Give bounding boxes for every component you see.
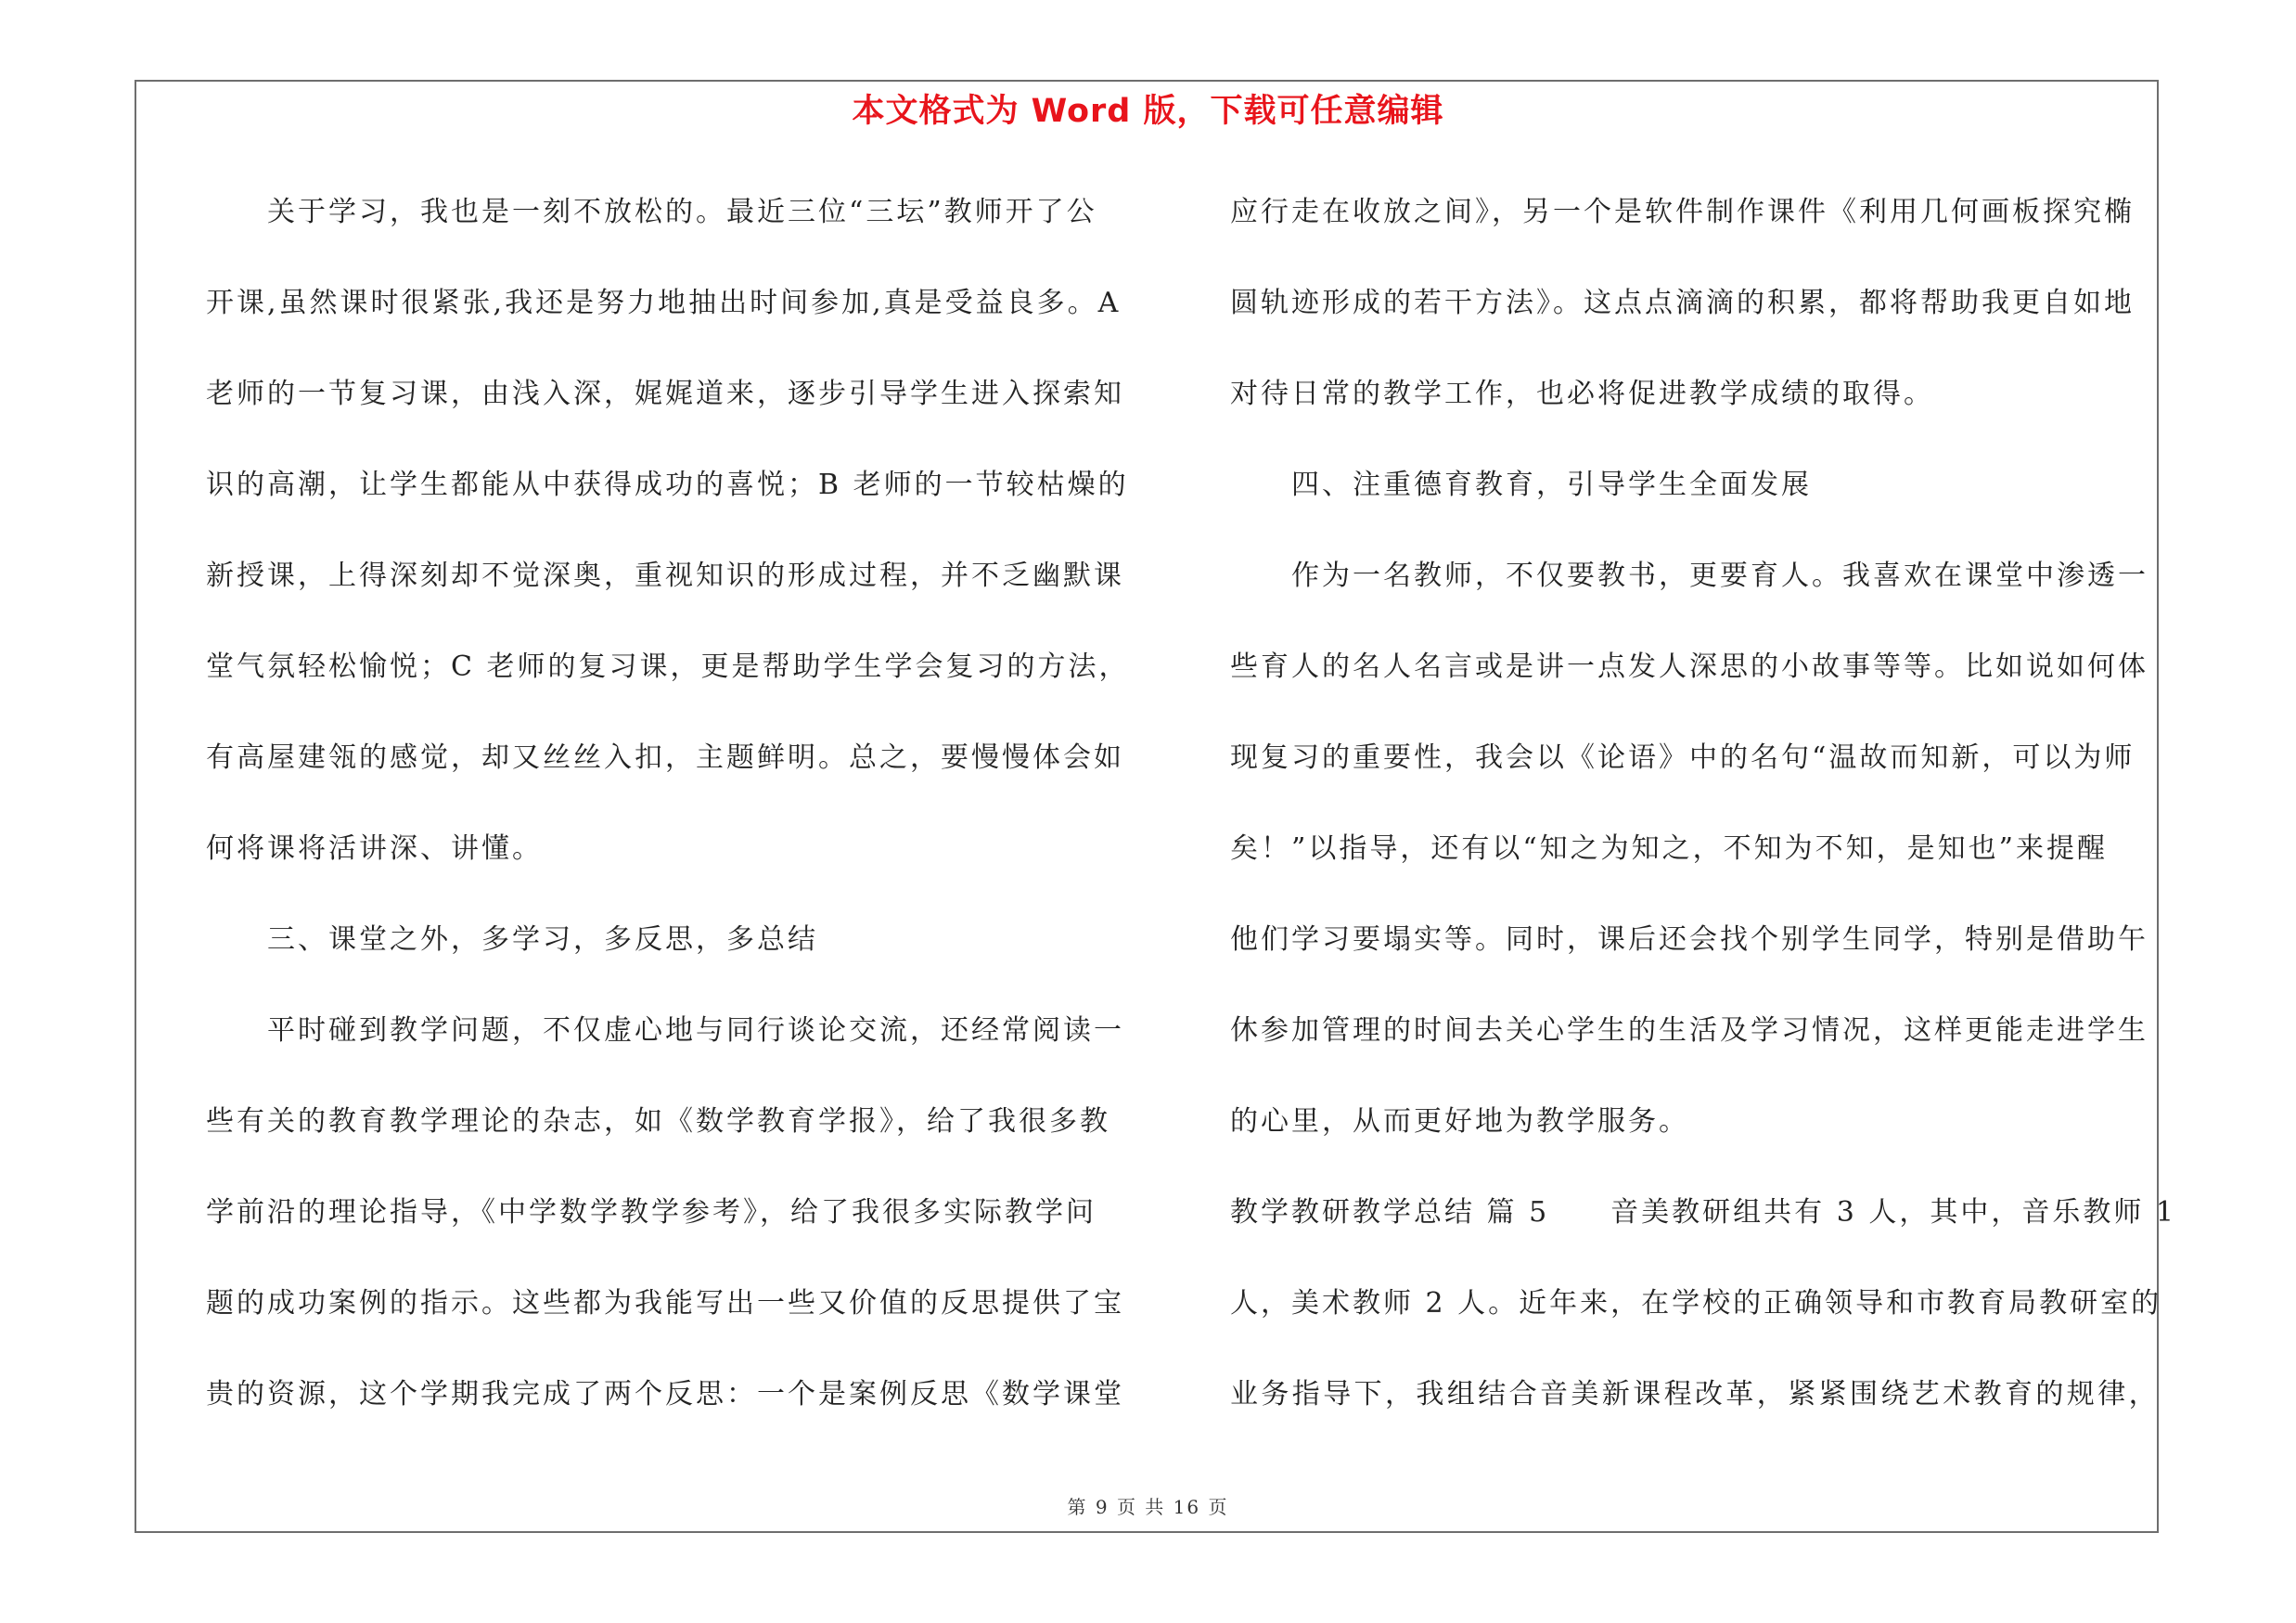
text-line: 学前沿的理论指导，《中学数学教学参考》，给了我很多实际教学问 [206,1196,1097,1229]
text-line: 开课,虽然课时很紧张,我还是努力地抽出时间参加,真是受益良多。A [206,287,1122,319]
text-line: 应行走在收放之间》，另一个是软件制作课件《利用几何画板探究椭 [1230,196,2135,228]
text-line: 些有关的教育教学理论的杂志，如《数学教育学报》，给了我很多教 [206,1105,1110,1138]
text-line: 有高屋建瓴的感觉，却又丝丝入扣，主题鲜明。总之，要慢慢体会如 [206,741,1124,774]
format-notice-banner: 本文格式为 Word 版，下载可任意编辑 [852,93,1444,130]
text-line: 对待日常的教学工作，也必将促进教学成绩的取得。 [1230,378,1934,410]
text-line: 新授课，上得深刻却不觉深奥，重视知识的形成过程，并不乏幽默课 [206,560,1124,592]
section-heading: 四、注重德育教育，引导学生全面发展 [1230,469,1812,501]
text-line: 休参加管理的时间去关心学生的生活及学习情况，这样更能走进学生 [1230,1014,2148,1047]
text-line: 平时碰到教学问题，不仅虚心地与同行谈论交流，还经常阅读一 [206,1014,1124,1047]
section-heading: 三、课堂之外，多学习，多反思，多总结 [206,923,818,956]
text-line: 人，美术教师 2 人。近年来，在学校的正确领导和市教育局教研室的 [1230,1287,2162,1320]
text-line: 关于学习，我也是一刻不放松的。最近三位“三坛”教师开了公 [206,196,1097,228]
article-heading-line: 教学教研教学总结 篇 5 音美教研组共有 3 人，其中，音乐教师 1 [1230,1196,2176,1229]
text-line: 现复习的重要性，我会以《论语》中的名句“温故而知新，可以为师 [1230,741,2136,774]
right-text-column [1230,186,2174,1459]
text-line: 何将课将活讲深、讲懂。 [206,832,543,865]
text-line: 些育人的名人名言或是讲一点发人深思的小故事等等。比如说如何体 [1230,650,2148,683]
text-line: 作为一名教师，不仅要教书，更要育人。我喜欢在课堂中渗透一 [1230,560,2148,592]
text-line: 老师的一节复习课，由浅入深，娓娓道来，逐步引导学生进入探索知 [206,378,1124,410]
text-line: 业务指导下，我组结合音美新课程改革，紧紧围绕艺术教育的规律， [1230,1378,2160,1410]
text-line: 矣！”以指导，还有以“知之为知之，不知为不知，是知也”来提醒 [1230,832,2109,865]
text-line: 圆轨迹形成的若干方法》。这点点滴滴的积累，都将帮助我更自如地 [1230,287,2135,319]
text-line: 识的高潮，让学生都能从中获得成功的喜悦；B 老师的一节较枯燥的 [206,469,1129,501]
text-line: 他们学习要塌实等。同时，课后还会找个别学生同学，特别是借助午 [1230,923,2148,956]
text-line: 的心里，从而更好地为教学服务。 [1230,1105,1689,1138]
text-line: 贵的资源，这个学期我完成了两个反思：一个是案例反思《数学课堂 [206,1378,1124,1410]
page-number: 第 9 页 共 16 页 [1067,1496,1229,1518]
text-line: 题的成功案例的指示。这些都为我能写出一些又价值的反思提供了宝 [206,1287,1124,1320]
left-text-column [206,186,1150,1459]
text-line: 堂气氛轻松愉悦；C 老师的复习课，更是帮助学生学会复习的方法， [206,650,1130,683]
